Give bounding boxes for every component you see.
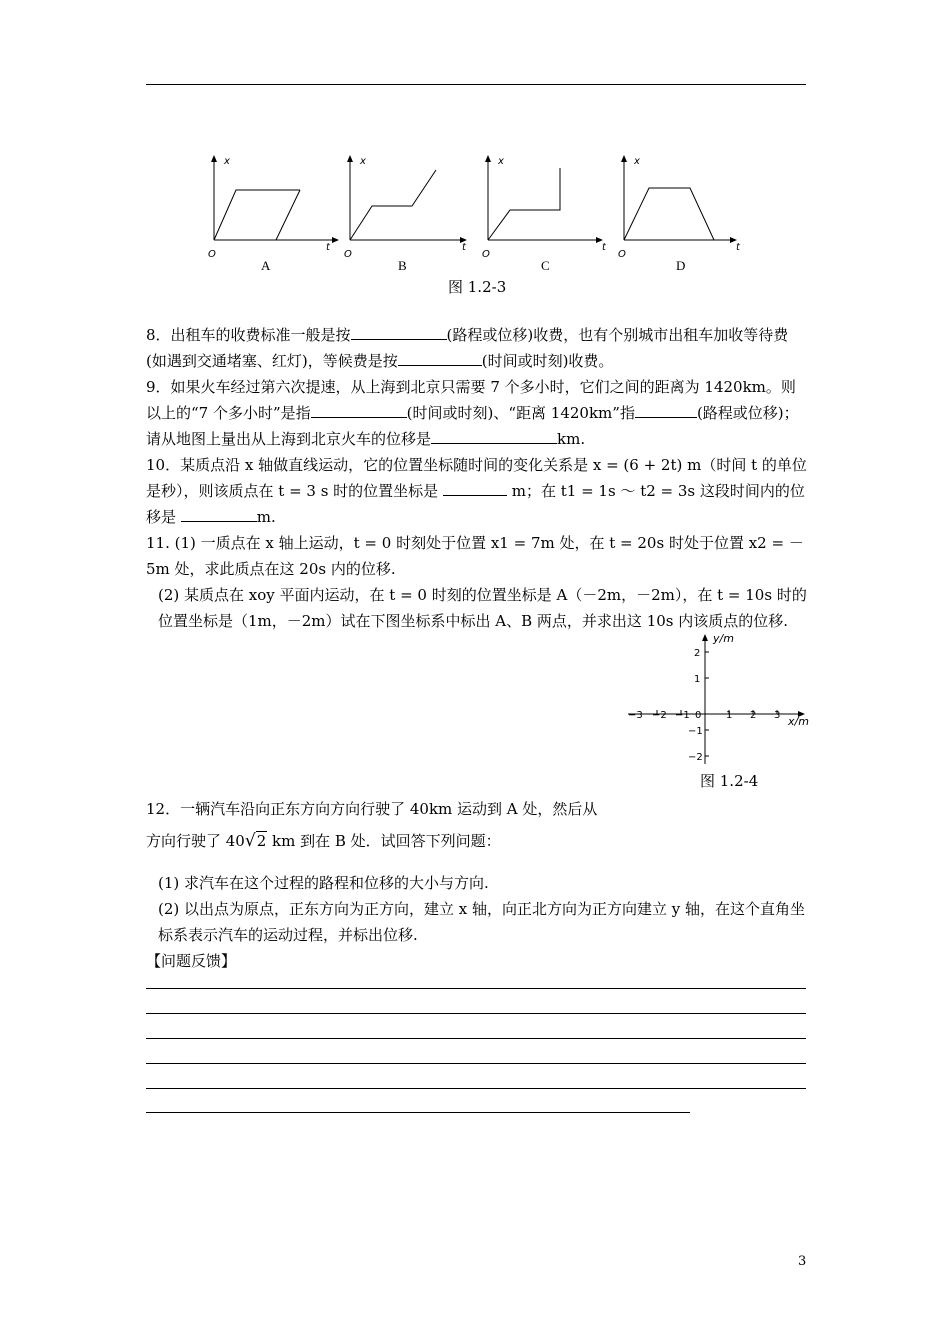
x-axis-label: t bbox=[326, 242, 330, 253]
graph-d bbox=[614, 150, 754, 275]
y-tick-label: 2 bbox=[694, 648, 701, 659]
question-11-part2: (2) 某质点在 xoy 平面内运动，在 t = 0 时刻的位置坐标是 A（－2m，－2m），在 t = 10s 时的位置坐标是（1m，－2m）试在下图坐标系中标出 A、B 两点，并求出这 10s 内该质点的位移. bbox=[158, 586, 807, 630]
x-axis-label: t bbox=[736, 242, 740, 253]
y-tick-label: 1 bbox=[694, 674, 701, 685]
y-axis-label: x bbox=[634, 156, 640, 167]
question-10: 10．某质点沿 x 轴做直线运动，它的位置坐标随时间的变化关系是 x = (6 + 2t) m（时间 t 的单位是秒），则该质点在 t = 3 s 时的位置坐标是 m；在 t1 = 1s ～ t2 = 3s 这段时间内的位移是 m. bbox=[146, 456, 807, 526]
coordinate-figure bbox=[622, 628, 812, 768]
x-axis-label: t bbox=[462, 242, 466, 253]
origin-label: O bbox=[482, 249, 490, 260]
questions-block bbox=[146, 322, 808, 634]
graph-letter: C bbox=[541, 258, 550, 273]
answer-line bbox=[146, 1038, 806, 1039]
question-12-line2: 方向行驶了 40√2 km 到在 B 处．试回答下列问题： bbox=[146, 831, 501, 851]
x-tick-label: 1 bbox=[726, 710, 733, 721]
origin-label: O bbox=[344, 249, 352, 260]
sqrt-expression: √2 bbox=[244, 831, 267, 851]
question-12-parts bbox=[146, 870, 808, 974]
x-tick-label: −2 bbox=[652, 710, 667, 721]
graph-letter: B bbox=[398, 258, 407, 273]
figure-123-caption: 图 1.2-3 bbox=[448, 278, 507, 296]
x-axis-label: t bbox=[602, 242, 606, 253]
origin-label: O bbox=[208, 249, 216, 260]
y-tick-label: −1 bbox=[688, 726, 703, 737]
x-tick-label: −1 bbox=[675, 710, 690, 721]
x-tick-label: 0 bbox=[695, 710, 702, 721]
page-number: 3 bbox=[798, 1254, 807, 1269]
answer-line bbox=[146, 1013, 806, 1014]
y-tick-label: −2 bbox=[688, 752, 703, 763]
answer-line bbox=[146, 1063, 806, 1064]
graph-letter: A bbox=[261, 258, 271, 273]
question-12-part1: (1) 求汽车在这个过程的路程和位移的大小与方向. bbox=[158, 874, 489, 892]
x-tick-label: 2 bbox=[750, 710, 757, 721]
header-rule bbox=[146, 84, 806, 85]
y-axis-label: x bbox=[224, 156, 230, 167]
graph-a bbox=[204, 150, 344, 275]
question-12-part2: (2) 以出点为原点，正东方向为正方向，建立 x 轴，向正北方向为正方向建立 y 轴，在这个直角坐标系表示汽车的运动过程，并标出位移. bbox=[158, 900, 806, 944]
x-tick-label: 3 bbox=[774, 710, 781, 721]
graph-b bbox=[340, 150, 480, 275]
graph-c bbox=[478, 150, 618, 275]
question-11-part1: 11. (1) 一质点在 x 轴上运动，t = 0 时刻处于位置 x1 = 7m 处，在 t = 20s 时处于位置 x2 = －5m 处，求此质点在这 20s 内的位移. bbox=[146, 534, 804, 578]
y-axis-label: x bbox=[498, 156, 504, 167]
question-9: 9．如果火车经过第六次提速，从上海到北京只需要 7 个多小时，它们之间的距离为 1420km。则以上的“7 个多小时”是指 (时间或时刻)、“距离 1420km”指 (路程或位移)；请从地图上量出从上海到北京火车的位移是 km. bbox=[146, 378, 799, 448]
feedback-heading: 【问题反馈】 bbox=[146, 952, 237, 970]
answer-line bbox=[146, 1088, 806, 1089]
y-axis-label: y/m bbox=[713, 632, 734, 645]
graph-letter: D bbox=[676, 258, 686, 273]
answer-line bbox=[146, 988, 806, 989]
figure-124-caption: 图 1.2-4 bbox=[700, 772, 759, 790]
question-12-line1: 12．一辆汽车沿向正东方向方向行驶了 40km 运动到 A 处，然后从 bbox=[146, 800, 598, 818]
x-axis-label: x/m bbox=[788, 715, 809, 728]
origin-label: O bbox=[618, 249, 626, 260]
y-axis-label: x bbox=[360, 156, 366, 167]
x-tick-label: −3 bbox=[628, 710, 643, 721]
question-8: 8．出租车的收费标准一般是按 (路程或位移)收费，也有个别城市出租车加收等待费(如遇到交通堵塞、红灯)，等候费是按 (时间或时刻)收费。 bbox=[146, 326, 789, 370]
answer-line bbox=[146, 1112, 690, 1113]
